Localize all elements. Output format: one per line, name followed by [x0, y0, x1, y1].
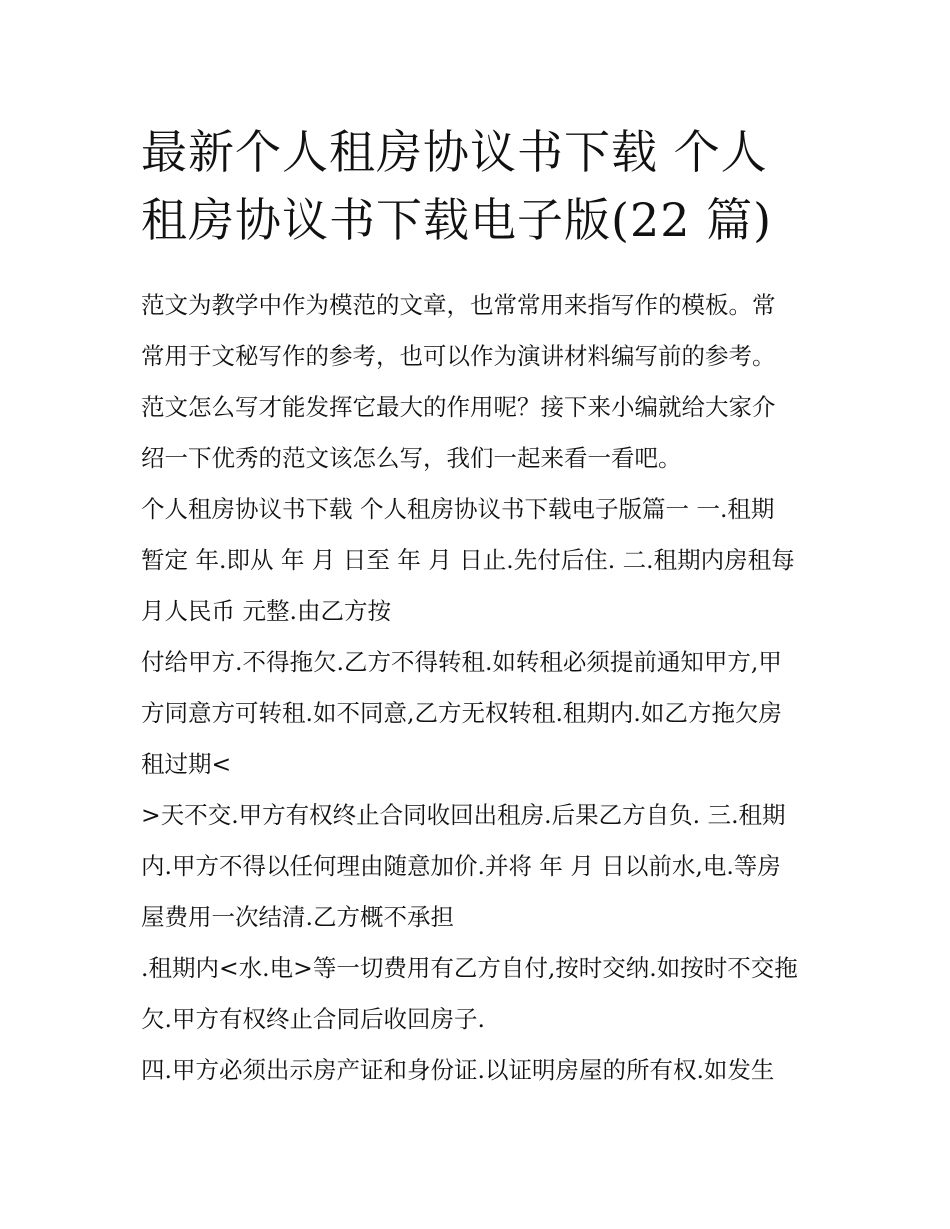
body-line: 内.甲方不得以任何理由随意加价.并将 年 月 日以前水,电.等房 [141, 852, 781, 880]
document-title [141, 118, 821, 254]
body-line: .租期内<水.电>等一切费用有乙方自付,按时交纳.如按时不交拖 [141, 954, 798, 982]
document-body [141, 280, 821, 1096]
body-line: 屋费用一次结清.乙方概不承担 [141, 903, 454, 931]
body-line: 付给甲方.不得拖欠.乙方不得转租.如转租必须提前通知甲方,甲 [141, 648, 782, 676]
body-line: 欠.甲方有权终止合同后收回房子. [141, 1005, 485, 1033]
body-line: 四.甲方必须出示房产证和身份证.以证明房屋的所有权.如发生 [141, 1056, 775, 1084]
body-line: >天不交.甲方有权终止合同收回出租房.后果乙方自负. 三.租期 [141, 801, 786, 829]
body-line: 常用于文秘写作的参考，也可以作为演讲材料编写前的参考。 [141, 342, 776, 370]
body-line: 租过期< [141, 750, 232, 778]
body-line: 方同意方可转租.如不同意,乙方无权转租.租期内.如乙方拖欠房 [141, 699, 782, 727]
title-line: 租房协议书下载电子版(22 篇) [141, 193, 773, 247]
body-line: 范文为教学中作为模范的文章，也常常用来指写作的模板。常 [141, 291, 776, 319]
title-line: 最新个人租房协议书下载 个人 [141, 125, 768, 179]
body-line: 绍一下优秀的范文该怎么写，我们一起来看一看吧。 [141, 444, 682, 472]
body-line: 个人租房协议书下载 个人租房协议书下载电子版篇一 一.租期 [141, 495, 775, 523]
body-line: 暂定 年.即从 年 月 日至 年 月 日止.先付后住. 二.租期内房租每 [141, 546, 795, 574]
body-line: 范文怎么写才能发挥它最大的作用呢？接下来小编就给大家介 [141, 393, 776, 421]
body-line: 月人民币 元整.由乙方按 [141, 597, 391, 625]
